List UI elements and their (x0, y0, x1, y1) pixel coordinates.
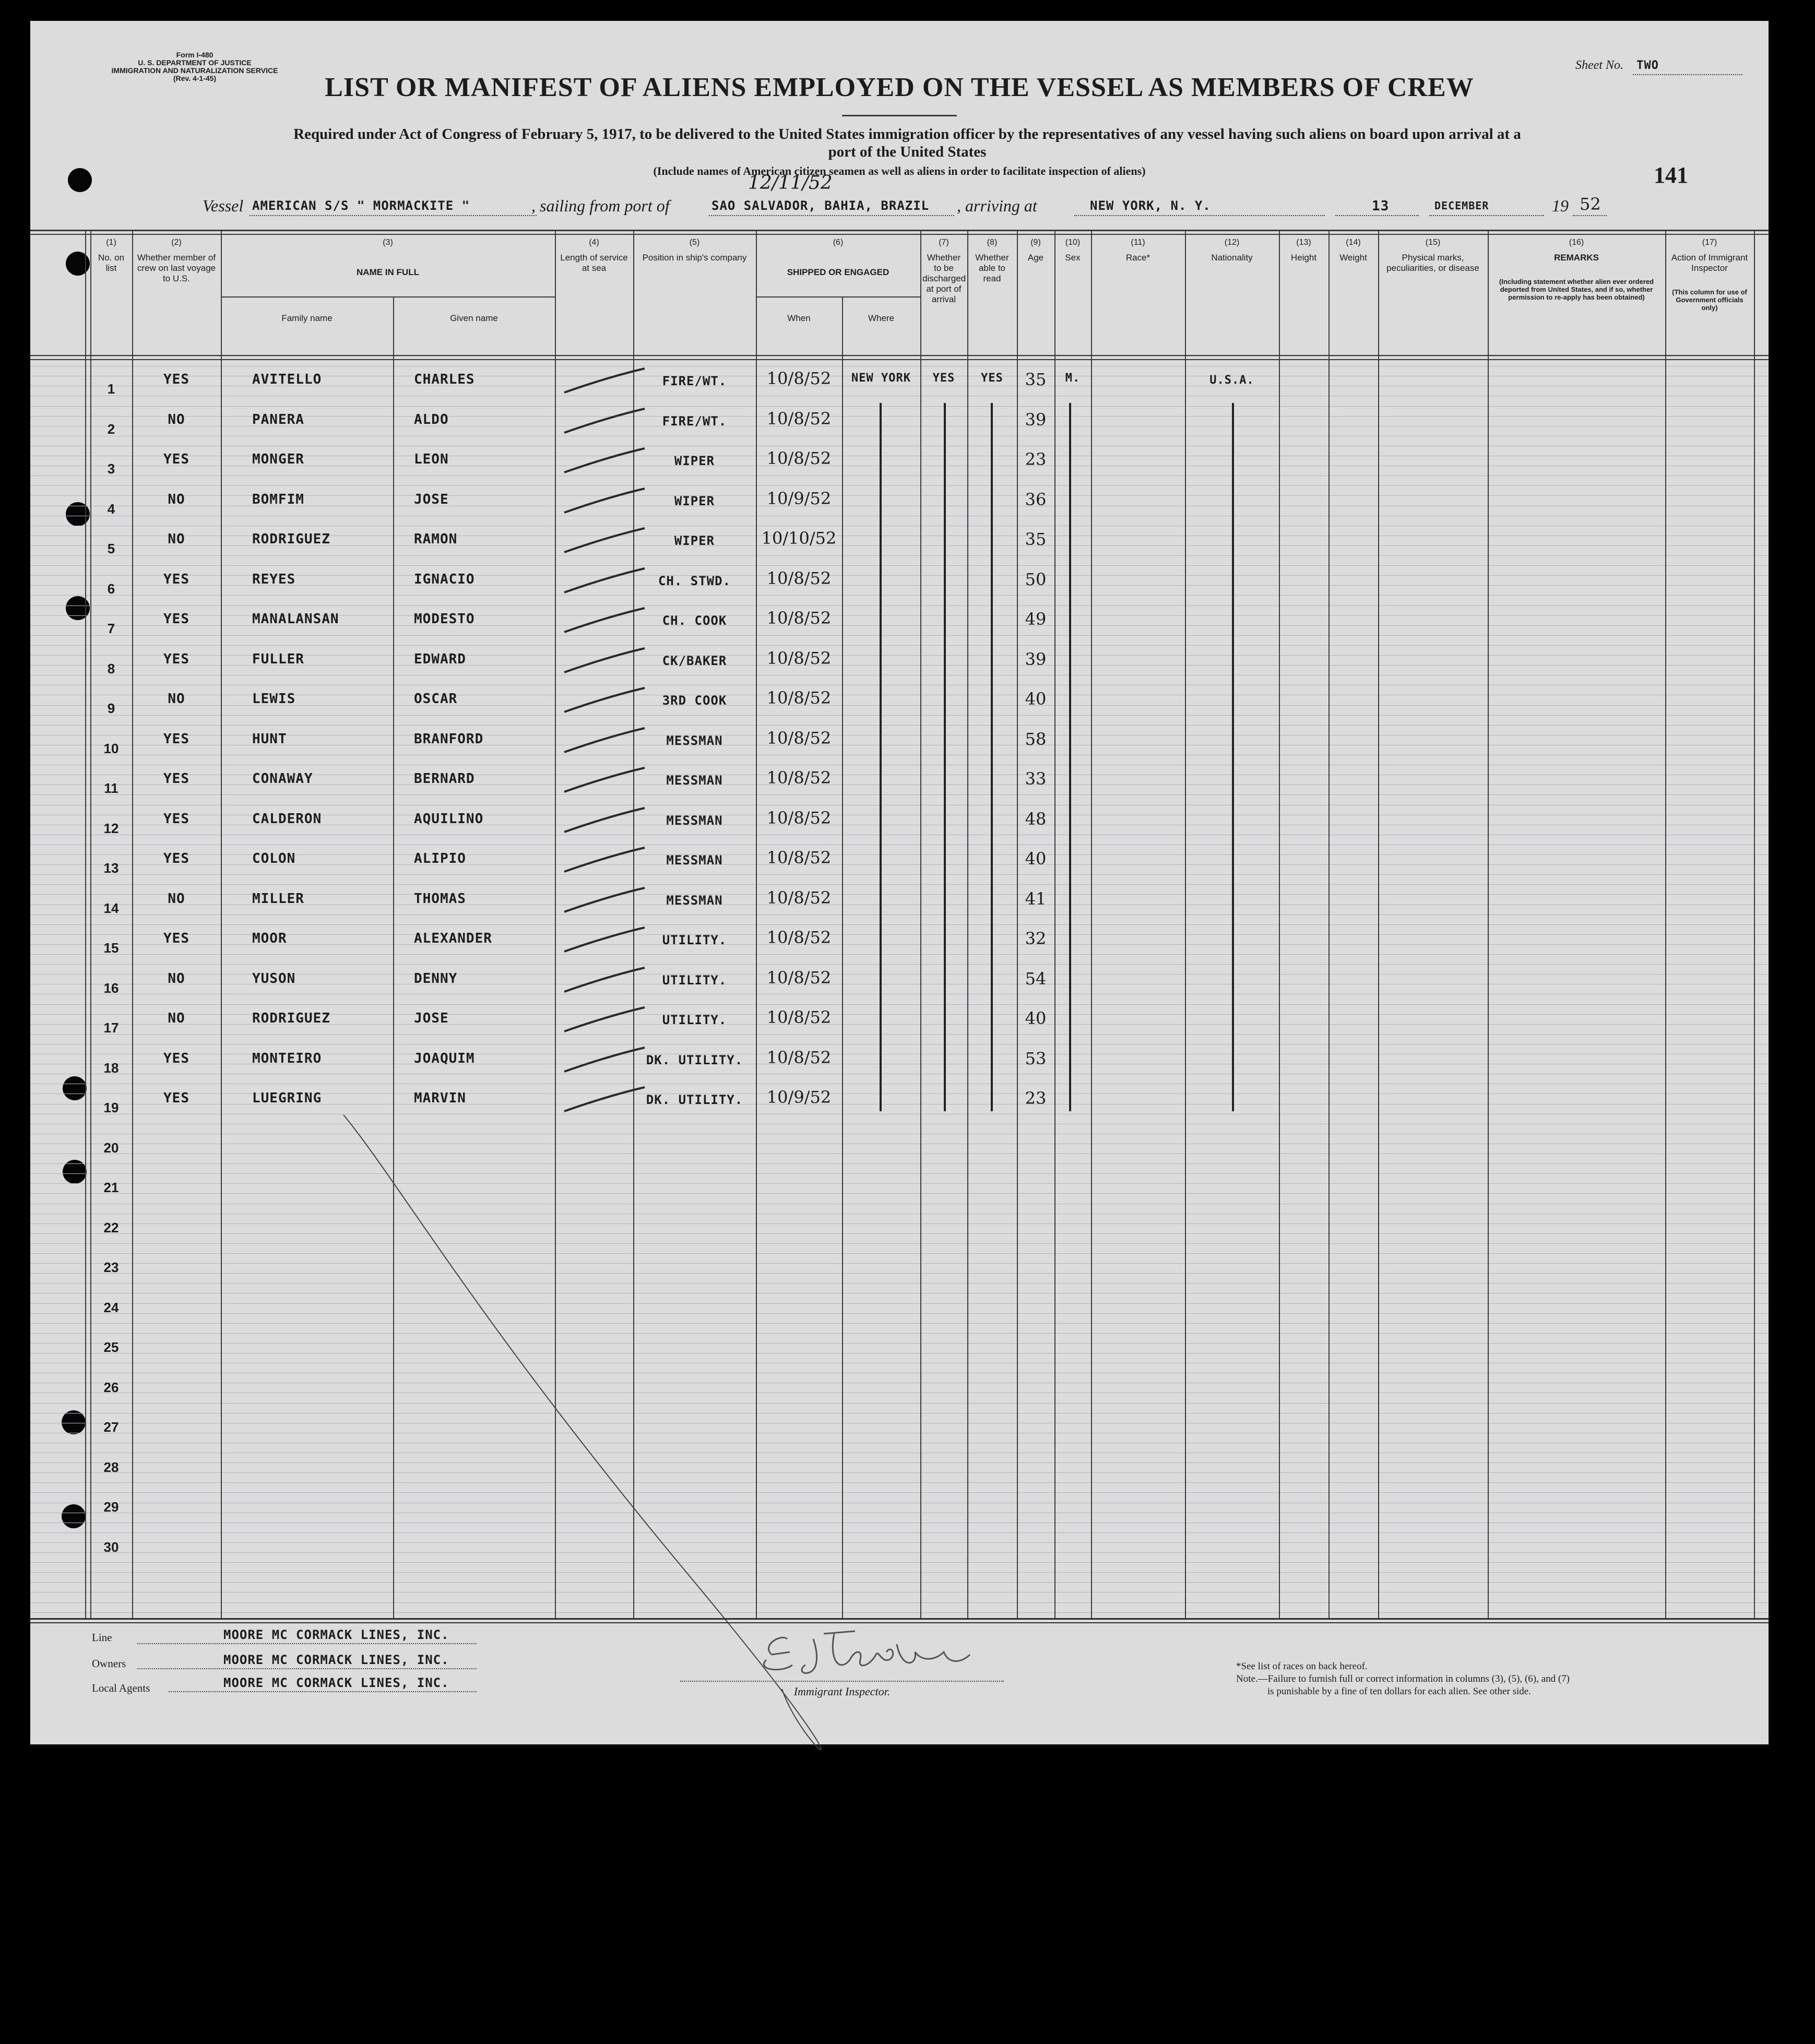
page-title: LIST OR MANIFEST OF ALIENS EMPLOYED ON THE VESSEL AS MEMBERS OF CREW (325, 73, 1474, 102)
ruled-line (30, 485, 1769, 486)
given-name-cell: LEON (414, 451, 449, 467)
ditto-line-discharged (944, 403, 946, 1111)
service-length-mark (561, 565, 650, 597)
column-number: (5) (689, 238, 700, 247)
position-cell: CK/BAKER (662, 653, 727, 668)
column-header-17: Action of Immigrant Inspector (1671, 253, 1748, 273)
shipped-when-cell: 10/9/52 (766, 1087, 832, 1107)
shipped-when-cell: 10/8/52 (766, 688, 832, 708)
column-number: (10) (1065, 238, 1081, 247)
position-cell: MESSMAN (666, 893, 723, 908)
age-cell: 23 (1025, 449, 1047, 469)
races-note: *See list of races on back hereof. (1236, 1661, 1368, 1672)
subtitle (93, 125, 1722, 161)
row-number: 18 (103, 1060, 119, 1076)
shipped-when-cell: 10/8/52 (766, 448, 832, 468)
service-length-mark (561, 1044, 650, 1076)
row-number: 19 (103, 1100, 119, 1115)
ruled-line (30, 954, 1769, 955)
row-number: 21 (103, 1180, 119, 1195)
last-voyage-cell: NO (168, 411, 185, 427)
column-header-14: Weight (1339, 253, 1367, 263)
position-cell: 3RD COOK (662, 693, 727, 708)
service-length-mark (561, 805, 650, 836)
shipped-when-cell: 10/8/52 (766, 887, 832, 908)
position-cell: WIPER (674, 493, 715, 508)
position-cell: MESSMAN (666, 733, 723, 748)
manifest-sheet (30, 21, 1769, 1744)
row-number: 1 (107, 381, 115, 397)
shipped-when-cell: 10/8/52 (766, 1007, 832, 1027)
position-cell: DK. UTILITY. (646, 1092, 743, 1107)
shipped-when-cell: 10/8/52 (766, 967, 832, 988)
ruled-line (30, 725, 1769, 726)
column-divider (1279, 230, 1280, 1618)
given-name-cell: JOAQUIM (414, 1050, 475, 1066)
column-divider (1665, 230, 1666, 1618)
row-number: 3 (107, 461, 115, 477)
service-length-mark (561, 365, 650, 397)
column-header-16: REMARKS (1554, 253, 1599, 263)
revision: (Rev. 4-1-45) (173, 74, 217, 82)
subheader-divider (756, 296, 920, 298)
row-number: 9 (107, 700, 115, 716)
inspector-signature (751, 1623, 1043, 1681)
column-header-6: SHIPPED OR ENGAGED (787, 267, 889, 277)
discharged-cell: YES (932, 372, 955, 385)
ruled-line (30, 874, 1769, 875)
last-voyage-cell: YES (163, 851, 189, 866)
age-cell: 35 (1025, 529, 1047, 549)
ruled-line (30, 406, 1769, 407)
column-header-4: Length of service at sea (560, 253, 628, 273)
row-number: 30 (103, 1539, 119, 1555)
arrival-port: NEW YORK, N. Y. (1090, 198, 1211, 213)
row-number: 7 (107, 621, 115, 636)
row-number: 25 (103, 1339, 119, 1355)
column-note-17: (This column for use of Government officials only) (1672, 288, 1747, 312)
row-number: 28 (103, 1459, 119, 1475)
column-number: (16) (1569, 238, 1584, 247)
service-length-mark (561, 725, 650, 756)
subcolumn-header: Where (868, 313, 895, 323)
service-length-mark (561, 845, 650, 876)
subtitle-line-1: Required under Act of Congress of February 5, 1917, to be delivered to the United States immigration officer by the representatives of any vessel having such aliens on board upon arrival at a (293, 126, 1521, 142)
service-length-mark (561, 605, 650, 636)
position-cell: MESSMAN (666, 813, 723, 828)
given-name-cell: JOSE (414, 491, 449, 507)
row-number: 22 (103, 1219, 119, 1235)
last-voyage-cell: YES (163, 451, 189, 467)
given-name-cell: MARVIN (414, 1090, 466, 1106)
column-header-7: Whether to be discharged at port of arrival (922, 253, 966, 304)
family-name-cell: YUSON (252, 970, 296, 987)
owners-value: MOORE MC CORMACK LINES, INC. (223, 1653, 449, 1667)
column-number: (6) (833, 238, 844, 247)
ruled-line (30, 794, 1769, 795)
arrival-day: 13 (1372, 198, 1390, 214)
age-cell: 40 (1025, 689, 1047, 709)
given-name-cell: ALDO (414, 411, 449, 427)
service-length-mark (561, 765, 650, 796)
column-header-15: Physical marks, peculiarities, or disease (1386, 253, 1479, 273)
column-number: (4) (589, 238, 599, 247)
position-cell: MESSMAN (666, 773, 723, 788)
age-cell: 35 (1025, 370, 1047, 389)
row-number: 16 (103, 980, 119, 996)
column-divider (1754, 230, 1755, 1618)
column-divider (1185, 230, 1186, 1618)
header-bottom-border (30, 359, 1769, 360)
cancellation-line (323, 1104, 949, 2044)
service-length-mark (561, 645, 650, 676)
row-number: 12 (103, 820, 119, 836)
line-value: MOORE MC CORMACK LINES, INC. (223, 1627, 449, 1642)
column-number: (8) (987, 238, 998, 247)
service-length-mark (561, 445, 650, 477)
ruled-line (30, 884, 1769, 885)
service-length-mark (561, 965, 650, 996)
column-divider (1488, 230, 1489, 1618)
family-name-cell: RODRIGUEZ (252, 531, 330, 547)
given-name-cell: DENNY (414, 970, 458, 987)
row-number: 8 (107, 660, 115, 676)
sheet-value: TWO (1636, 59, 1659, 72)
ruled-line (30, 555, 1769, 556)
column-header-1: No. on list (98, 253, 125, 273)
family-name-cell: AVITELLO (252, 372, 322, 387)
sailing-port: SAO SALVADOR, BAHIA, BRAZIL (711, 198, 930, 213)
last-voyage-cell: YES (163, 731, 189, 747)
arrival-month: DECEMBER (1434, 199, 1489, 212)
given-name-cell: THOMAS (414, 890, 466, 907)
ruled-line (30, 964, 1769, 965)
sheet-label: Sheet No. (1575, 58, 1623, 72)
vessel-label: Vessel (203, 196, 244, 215)
shipped-when-cell: 10/8/52 (766, 648, 832, 668)
column-header-8: Whether able to read (975, 253, 1009, 283)
family-name-cell: BOMFIM (252, 491, 304, 507)
position-cell: DK. UTILITY. (646, 1052, 743, 1067)
subtitle-line-2: port of the United States (828, 144, 987, 160)
age-cell: 23 (1025, 1088, 1047, 1108)
ruled-line (30, 565, 1769, 566)
family-name-cell: CALDERON (252, 811, 322, 827)
footer-divider (30, 1618, 1769, 1620)
column-header-5: Position in ship's company (642, 253, 747, 263)
sex-cell: M. (1065, 372, 1081, 385)
given-name-cell: IGNACIO (414, 571, 475, 587)
column-header-2: Whether member of crew on last voyage to U.S. (137, 253, 216, 283)
row-number: 17 (103, 1020, 119, 1036)
penalty-note-2: is punishable by a fine of ten dollars for each alien. See other side. (1267, 1686, 1531, 1697)
row-number: 26 (103, 1379, 119, 1395)
ditto-line-nationality (1232, 403, 1234, 1111)
arrival-year: 52 (1580, 194, 1601, 214)
given-name-cell: ALEXANDER (414, 931, 492, 946)
arriving-label: , arriving at (957, 196, 1037, 215)
ruled-line (30, 715, 1769, 716)
given-name-cell: EDWARD (414, 651, 466, 667)
row-number: 5 (107, 541, 115, 556)
age-cell: 36 (1025, 489, 1047, 509)
family-name-cell: MONTEIRO (252, 1050, 322, 1066)
subtitle-note: (Include names of American citizen seamen as well as aliens in order to facilitate inspection of aliens) (653, 164, 1146, 177)
age-cell: 54 (1025, 968, 1047, 989)
age-cell: 33 (1025, 769, 1047, 789)
column-number: (2) (171, 238, 182, 247)
shipped-when-cell: 10/8/52 (766, 608, 832, 628)
ruled-line (30, 924, 1769, 925)
shipped-when-cell: 10/8/52 (766, 369, 832, 388)
shipped-where-cell: NEW YORK (851, 372, 911, 385)
shipped-when-cell: 10/10/52 (761, 528, 837, 548)
service: IMMIGRATION AND NATURALIZATION SERVICE (111, 66, 278, 75)
position-cell: UTILITY. (662, 1013, 727, 1027)
age-cell: 40 (1025, 1008, 1047, 1028)
family-name-cell: REYES (252, 571, 296, 587)
given-name-cell: RAMON (414, 531, 458, 547)
ruled-line (30, 914, 1769, 915)
vessel-name: AMERICAN S/S " MORMACKITE " (252, 198, 470, 213)
column-header-12: Nationality (1211, 253, 1253, 263)
table-top-border (30, 230, 1769, 231)
sheet-number (1575, 58, 1742, 73)
department: U. S. DEPARTMENT OF JUSTICE (138, 58, 252, 67)
service-length-mark (561, 685, 650, 716)
ditto-line-sex (1069, 403, 1071, 1111)
last-voyage-cell: YES (163, 771, 189, 787)
shipped-when-cell: 10/8/52 (766, 1047, 832, 1067)
column-divider (132, 230, 133, 1618)
title-underline (842, 115, 957, 116)
shipped-when-cell: 10/8/52 (766, 728, 832, 748)
owners-label: Owners (92, 1657, 126, 1670)
ruled-line (30, 595, 1769, 596)
column-header-3: NAME IN FULL (357, 267, 419, 277)
row-number: 11 (104, 780, 118, 796)
ruled-line (30, 645, 1769, 646)
shipped-when-cell: 10/8/52 (766, 408, 832, 429)
column-divider (1091, 230, 1092, 1618)
column-number: (9) (1030, 238, 1041, 247)
ditto-line-where (880, 403, 882, 1111)
column-number: (15) (1425, 238, 1441, 247)
family-name-cell: PANERA (252, 411, 304, 427)
age-cell: 58 (1025, 729, 1047, 749)
row-number: 13 (103, 860, 119, 876)
given-name-cell: CHARLES (414, 372, 475, 387)
given-name-cell: ALIPIO (414, 851, 466, 866)
nationality-cell: U.S.A. (1209, 374, 1254, 387)
last-voyage-cell: NO (168, 890, 185, 907)
last-voyage-cell: YES (163, 611, 189, 627)
age-cell: 39 (1025, 649, 1047, 669)
column-divider (1017, 230, 1018, 1618)
age-cell: 32 (1025, 929, 1047, 948)
family-name-cell: MANALANSAN (252, 611, 339, 627)
column-divider (1328, 230, 1330, 1618)
family-name-cell: CONAWAY (252, 771, 313, 787)
position-cell: FIRE/WT. (662, 413, 727, 429)
column-header-10: Sex (1065, 253, 1081, 263)
ditto-line-read (991, 403, 993, 1111)
age-cell: 48 (1025, 809, 1047, 829)
position-cell: CH. STWD. (658, 573, 731, 588)
age-cell: 41 (1025, 888, 1047, 909)
table-top-border (30, 234, 1769, 235)
row-number: 15 (103, 940, 119, 956)
row-number: 6 (107, 580, 115, 597)
last-voyage-cell: YES (163, 1050, 189, 1066)
penalty-note-1: Note.—Failure to furnish full or correct information in columns (3), (5), (6), and (7) (1236, 1673, 1570, 1684)
column-divider (1378, 230, 1379, 1618)
row-number: 24 (103, 1299, 119, 1315)
last-voyage-cell: NO (168, 691, 185, 707)
inspector-label: Immigrant Inspector. (793, 1685, 891, 1698)
ruled-line (30, 1004, 1769, 1005)
column-divider (221, 230, 222, 1618)
row-number: 14 (103, 900, 119, 916)
row-number: 23 (103, 1259, 119, 1275)
shipped-when-cell: 10/9/52 (766, 488, 832, 508)
column-number: (1) (106, 238, 116, 247)
subcolumn-header: When (787, 313, 811, 323)
column-note-16: (Including statement whether alien ever ordered deported from United States, and if so, whether permission to re-apply has been obtained) (1499, 278, 1654, 301)
age-cell: 40 (1025, 849, 1047, 869)
line-label: Line (92, 1631, 112, 1644)
date-stamp: 12/11/52 (748, 172, 833, 194)
able-to-read-cell: YES (981, 372, 1003, 385)
row-number: 2 (107, 421, 115, 437)
row-number: 20 (103, 1139, 119, 1156)
subcolumn-header: Given name (450, 313, 498, 323)
position-cell: CH. COOK (662, 613, 727, 628)
last-voyage-cell: YES (163, 931, 189, 946)
crew-table (30, 230, 1769, 1618)
shipped-when-cell: 10/8/52 (766, 928, 832, 947)
service-length-mark (561, 924, 650, 956)
last-voyage-cell: YES (163, 651, 189, 667)
family-name-cell: LEWIS (252, 691, 296, 707)
ruled-line (30, 1034, 1769, 1035)
column-number: (12) (1224, 238, 1240, 247)
service-length-mark (561, 1004, 650, 1036)
family-name-cell: RODRIGUEZ (252, 1011, 330, 1026)
row-number: 10 (103, 740, 119, 756)
ruled-line (30, 635, 1769, 636)
column-number: (14) (1346, 238, 1361, 247)
table-left-border (85, 230, 86, 1618)
last-voyage-cell: NO (168, 491, 185, 507)
column-divider (90, 230, 91, 1618)
family-name-cell: MILLER (252, 890, 304, 907)
age-cell: 50 (1025, 569, 1047, 589)
family-name-cell: LUEGRING (252, 1090, 322, 1106)
given-name-cell: BERNARD (414, 771, 475, 787)
last-voyage-cell: NO (168, 1011, 185, 1026)
position-cell: MESSMAN (666, 853, 723, 867)
given-name-cell: OSCAR (414, 691, 458, 707)
form-number: Form I-480 (176, 51, 213, 59)
age-cell: 39 (1025, 409, 1047, 430)
family-name-cell: MONGER (252, 451, 304, 467)
family-name-cell: MOOR (252, 931, 287, 946)
last-voyage-cell: NO (168, 970, 185, 987)
last-voyage-cell: YES (163, 571, 189, 587)
given-name-cell: BRANFORD (414, 731, 484, 747)
last-voyage-cell: YES (163, 1090, 189, 1106)
column-header-11: Race* (1125, 253, 1150, 263)
page-number: 141 (1654, 162, 1688, 188)
service-length-mark (561, 885, 650, 916)
age-cell: 53 (1025, 1048, 1047, 1068)
age-cell: 49 (1025, 609, 1047, 629)
subheader-divider (221, 296, 555, 298)
column-header-9: Age (1027, 253, 1044, 263)
last-voyage-cell: NO (168, 531, 185, 547)
service-length-mark (561, 406, 650, 437)
given-name-cell: MODESTO (414, 611, 475, 627)
arrival-century: 19 (1552, 196, 1569, 215)
ruled-line (30, 605, 1769, 606)
shipped-when-cell: 10/8/52 (766, 848, 832, 867)
last-voyage-cell: YES (163, 811, 189, 827)
position-cell: UTILITY. (662, 933, 727, 947)
shipped-when-cell: 10/8/52 (766, 768, 832, 788)
last-voyage-cell: YES (163, 372, 189, 387)
position-cell: FIRE/WT. (662, 374, 727, 388)
shipped-when-cell: 10/8/52 (766, 568, 832, 588)
row-number: 29 (103, 1499, 119, 1515)
family-name-cell: COLON (252, 851, 296, 866)
family-name-cell: FULLER (252, 651, 304, 667)
family-name-cell: HUNT (252, 731, 287, 747)
column-number: (17) (1702, 238, 1717, 247)
service-length-mark (561, 525, 650, 556)
column-header-13: Height (1290, 253, 1317, 263)
row-number: 27 (103, 1419, 119, 1435)
service-length-mark (561, 485, 650, 517)
column-divider (1054, 230, 1055, 1618)
agents-value: MOORE MC CORMACK LINES, INC. (223, 1675, 449, 1690)
given-name-cell: AQUILINO (414, 811, 484, 827)
position-cell: UTILITY. (662, 972, 727, 988)
shipped-when-cell: 10/8/52 (766, 807, 832, 828)
given-name-cell: JOSE (414, 1011, 449, 1026)
row-number: 4 (107, 501, 115, 517)
column-number: (13) (1296, 238, 1311, 247)
column-number: (7) (939, 238, 949, 247)
agents-label: Local Agents (92, 1682, 150, 1694)
position-cell: WIPER (674, 533, 715, 548)
column-divider (967, 230, 968, 1618)
subcolumn-header: Family name (281, 313, 333, 323)
sailing-label: , sailing from port of (531, 196, 670, 215)
column-number: (3) (383, 238, 393, 247)
column-number: (11) (1131, 238, 1145, 247)
position-cell: WIPER (674, 454, 715, 468)
